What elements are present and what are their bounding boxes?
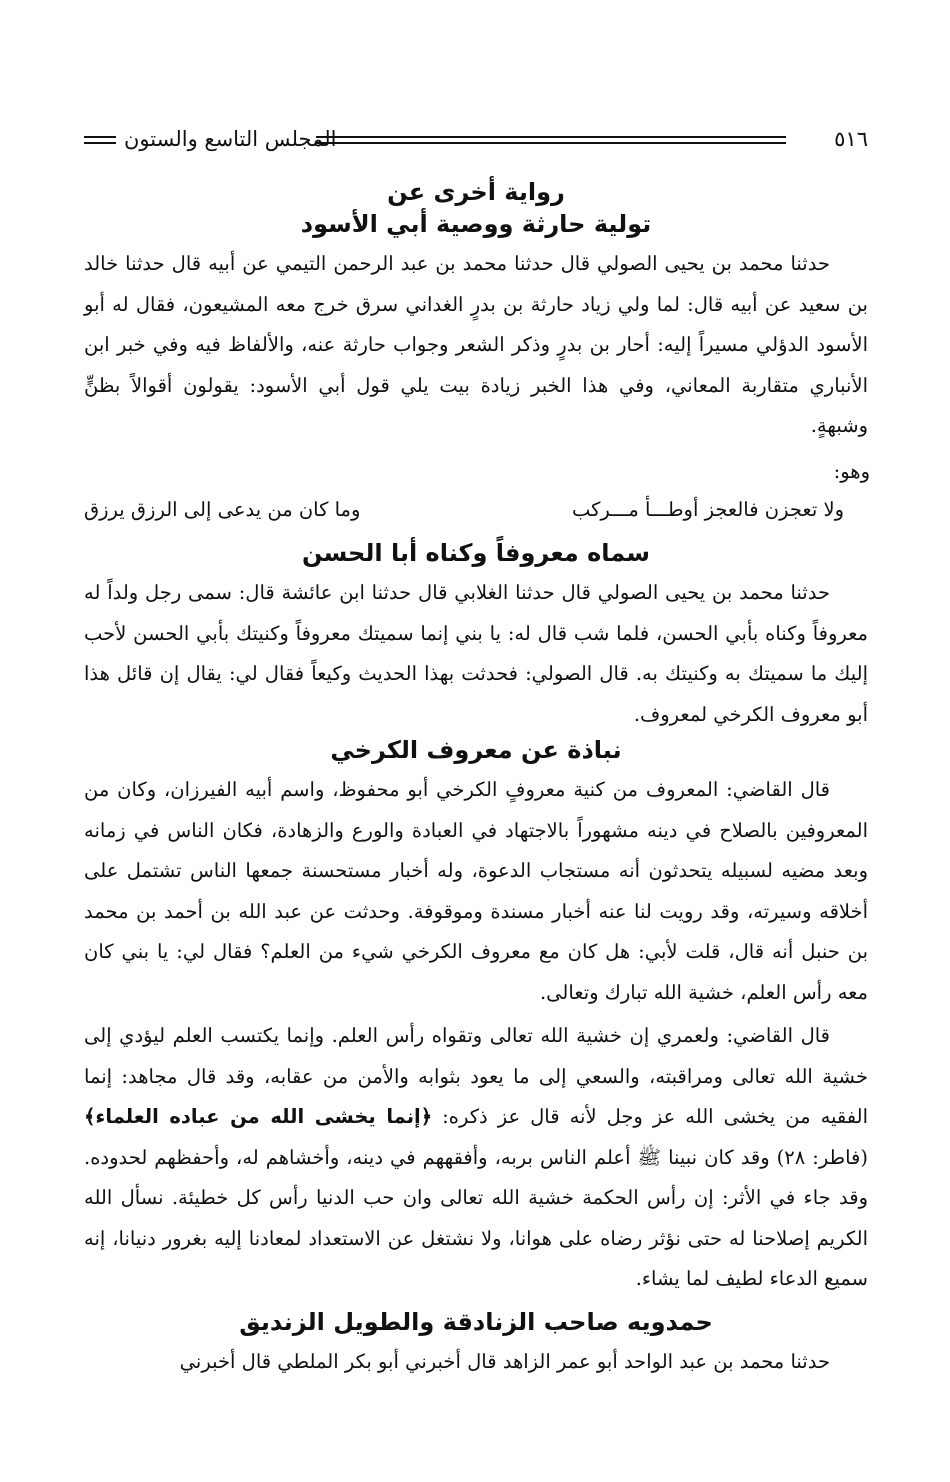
verse-hemistich-1: ولا تعجزن فالعجز أوطـــأ مـــركب bbox=[571, 498, 844, 521]
section-heading-3: نباذة عن معروف الكرخي bbox=[330, 736, 622, 764]
header-rule bbox=[316, 136, 786, 144]
chapter-title: المجلس التاسع والستون bbox=[124, 127, 337, 151]
verse-intro: وهو: bbox=[833, 460, 870, 483]
paragraph-3: قال القاضي: المعروف من كنية معروفٍ الكرخي أبو محفوظ، واسم أبيه الفيرزان، وكان من المعروفين بالصلاح في دينه مشهوراً بالاجتهاد في العبادة والورع والزهادة، فكان الناس في زمانه وبعد مضيه لسبيله يتحدثون أنه مستجاب الدعوة، وله أخبار مستحسنة جمعها الناس تشتمل على أخلاقه وسيرته، وقد رويت لنا عنه أخبار مسندة وموقوفة. وحدثت عن عبد الله بن أحمد بن محمد بن حنبل أنه قال، قلت لأبي: هل كان مع معروف الكرخي شيء من العلم؟ فقال لي: يا بني كان معه رأس العلم، خشية الله تبارك وتعالى. bbox=[84, 778, 868, 1004]
paragraph-4-part-b: (فاطر: ٢٨) وقد كان نبينا ﷺ أعلم الناس بربه، وأفقههم في دينه، وأخشاهم له، وأحفظهم لحدوده. وقد جاء في الأثر: إن رأس الحكمة خشية الله تعالى وان حب الدنيا رأس كل خطيئة. نسأل الله الكريم إصلاحنا له حتى نؤثر رضاه على هوانا، ولا نشتغل عن الاستعداد لمعادنا إليه بغرور دنيانا، إنه سميع الدعاء لطيف لما يشاء. bbox=[84, 1145, 868, 1290]
quran-verse: ﴿إنما يخشى الله من عباده العلماء﴾ bbox=[84, 1105, 433, 1128]
poetry-verse bbox=[84, 490, 868, 530]
paragraph-2: حدثنا محمد بن يحيى الصولي قال حدثنا الغلابي قال حدثنا ابن عائشة قال: سمى رجل ولداً له معروفاً وكناه بأبي الحسن، فلما شب قال له: يا بني إنما سميتك معروفاً وكنيتك بأبي الحسن لأحب إليك ما سميتك به وكنيتك به. قال الصولي: فحدثت بهذا الحديث وكيعاً فقال لي: يقال إن قائل هذا أبو معروف الكرخي لمعروف. bbox=[84, 581, 868, 726]
paragraph-4-part-a: قال القاضي: ولعمري إن خشية الله تعالى وتقواه رأس العلم. وإنما يكتسب العلم ليؤدي إلى خشية الله تعالى ومراقبته، والسعي إلى ما يعود بثوابه والأمن من عقابه، وقد قال مجاهد: إنما الفقيه من يخشى الله عز وجل لأنه قال عز ذكره: bbox=[84, 1024, 868, 1128]
paragraph-4 bbox=[84, 1016, 868, 1300]
section-heading-1a: رواية أخرى عن bbox=[387, 178, 565, 206]
section-heading-2: سماه معروفاً وكناه أبا الحسن bbox=[302, 539, 650, 567]
verse-hemistich-2: وما كان من يدعى إلى الرزق يرزق bbox=[84, 498, 361, 521]
section-heading-4: حمدويه صاحب الزنادقة والطويل الزنديق bbox=[239, 1308, 713, 1336]
section-heading-1b: تولية حارثة ووصية أبي الأسود bbox=[300, 210, 652, 238]
header-rule-end bbox=[84, 136, 116, 144]
page-number: ٥١٦ bbox=[834, 127, 868, 151]
page-header bbox=[84, 122, 868, 156]
paragraph-1: حدثنا محمد بن يحيى الصولي قال حدثنا محمد بن عبد الرحمن التيمي عن أبيه قال حدثنا خالد بن سعيد عن أبيه قال: لما ولي زياد حارثة بن بدرٍ الغداني سرق خرج معه المشيعون، فقال له أبو الأسود الدؤلي مسيراً إليه: أحار بن بدرٍ وذكر الشعر وجواب حارثة عنه، والألفاظ فيه وفي خبر ابن الأنباري متقاربة المعاني، وفي هذا الخبر زيادة بيت يلي قول أبي الأسود: يقولون أقوالاً بظنٍّ وشبهةٍ. bbox=[84, 252, 868, 437]
paragraph-5: حدثنا محمد بن عبد الواحد أبو عمر الزاهد قال أخبرني أبو بكر الملطي قال أخبرني bbox=[179, 1350, 830, 1373]
